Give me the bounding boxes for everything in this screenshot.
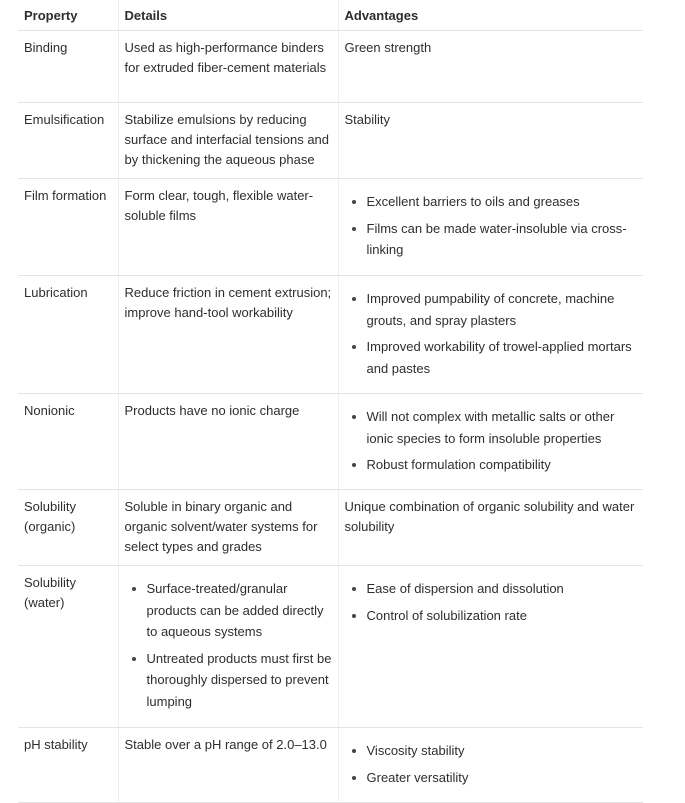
advantages-list (345, 191, 638, 261)
advantages-list (345, 288, 638, 379)
table-row (18, 728, 643, 803)
details-cell: Form clear, tough, flexible water-soluble films (118, 179, 338, 276)
list-item: Surface-treated/granular products can be added directly to aqueous systems (125, 578, 332, 643)
property-cell: Solubility (water) (18, 566, 118, 728)
advantages-cell: Green strength (338, 31, 643, 103)
details-cell: Stabilize emulsions by reducing surface and interfacial tensions and by thickening the aqueous phase (118, 103, 338, 179)
property-cell: Emulsification (18, 103, 118, 179)
details-cell (118, 566, 338, 728)
property-cell: Film formation (18, 179, 118, 276)
advantages-list (345, 406, 638, 476)
table-row (18, 103, 643, 179)
advantages-cell (338, 728, 643, 803)
property-cell: Solubility (organic) (18, 490, 118, 566)
table-row (18, 179, 643, 276)
details-cell: Stable over a pH range of 2.0–13.0 (118, 728, 338, 803)
details-cell: Reduce friction in cement extrusion; improve hand-tool workability (118, 276, 338, 394)
header-property: Property (18, 0, 118, 31)
list-item: Improved workability of trowel-applied mortars and pastes (345, 336, 638, 379)
list-item: Greater versatility (345, 767, 638, 789)
list-item: Untreated products must first be thoroughly dispersed to prevent lumping (125, 648, 332, 713)
table-row (18, 490, 643, 566)
property-cell: Lubrication (18, 276, 118, 394)
list-item: Viscosity stability (345, 740, 638, 762)
properties-table (18, 0, 643, 803)
header-details: Details (118, 0, 338, 31)
header-row (18, 0, 643, 31)
advantages-cell (338, 276, 643, 394)
property-cell: Nonionic (18, 394, 118, 490)
list-item: Robust formulation compatibility (345, 454, 638, 476)
advantages-list (345, 578, 638, 626)
details-cell: Used as high-performance binders for extruded fiber-cement materials (118, 31, 338, 103)
advantages-list (345, 740, 638, 788)
advantages-cell (338, 566, 643, 728)
list-item: Control of solubilization rate (345, 605, 638, 627)
advantages-cell (338, 179, 643, 276)
table-row (18, 31, 643, 103)
table-row (18, 566, 643, 728)
advantages-cell (338, 394, 643, 490)
advantages-cell: Unique combination of organic solubility and water solubility (338, 490, 643, 566)
advantages-cell: Stability (338, 103, 643, 179)
property-cell: pH stability (18, 728, 118, 803)
details-cell: Products have no ionic charge (118, 394, 338, 490)
table-row (18, 276, 643, 394)
list-item: Improved pumpability of concrete, machine grouts, and spray plasters (345, 288, 638, 331)
list-item: Excellent barriers to oils and greases (345, 191, 638, 213)
list-item: Will not complex with metallic salts or other ionic species to form insoluble properties (345, 406, 638, 449)
list-item: Ease of dispersion and dissolution (345, 578, 638, 600)
details-list (125, 578, 332, 712)
property-cell: Binding (18, 31, 118, 103)
details-cell: Soluble in binary organic and organic solvent/water systems for select types and grades (118, 490, 338, 566)
list-item: Films can be made water-insoluble via cross-linking (345, 218, 638, 261)
table-row (18, 394, 643, 490)
header-advantages: Advantages (338, 0, 643, 31)
